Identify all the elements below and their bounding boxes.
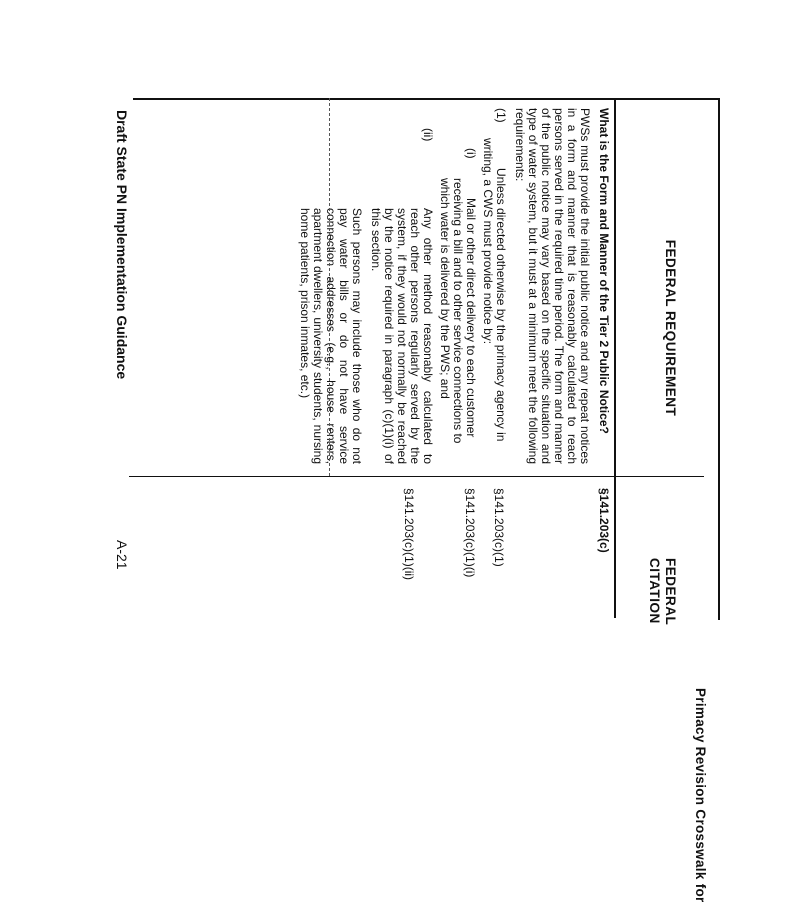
requirement-column [294, 98, 610, 474]
citation-main: §141.203(c) [597, 488, 611, 553]
table-header [614, 98, 712, 903]
column-header-requirement: FEDERAL REQUIREMENT [663, 239, 678, 417]
list-item-text: Mail or other direct delivery to each customer receiving a bill and to other service connections to which water is delivered by the PWS; and [438, 178, 478, 444]
row-divider [329, 98, 330, 476]
page-footer [106, 0, 130, 618]
page-number: A-21 [114, 540, 130, 570]
footer-title: Draft State PN Implementation Guidance [114, 110, 130, 380]
table-title: Primacy Revision Crosswalk for [693, 688, 708, 903]
citation-item-1: §141.203(c)(1) [492, 488, 506, 567]
scanned-page [100, 0, 800, 903]
list-item-1-i [438, 148, 478, 464]
citation-item-1-ii: §141.203(c)(1)(ii) [402, 488, 416, 581]
column-divider [129, 476, 704, 477]
intro-paragraph: PWSs must provide the initial public notice and any repeat notices in a form and manner that is reasonably calculated to reach persons served in the required time period. The form and manner of the public notice may vary based on the specific situation and type of water system, but it must at a minimum meet the following requirements: [513, 108, 592, 464]
citation-item-1-i: §141.203(c)(1)(i) [463, 488, 477, 578]
list-item-text: Unless directed otherwise by the primacy agency in writing, a CWS must provide notice by: [481, 138, 508, 442]
question-heading: What is the Form and Manner of the Tier 2 Public Notice? [597, 108, 611, 434]
list-item-number: (ii) [421, 128, 435, 142]
list-item-number: (1) [494, 108, 508, 123]
list-item-1 [481, 108, 507, 464]
list-item-text: Any other method reasonably calculated to reach other persons regularly served by the system, if they would not normally be reached by the notice required in paragraph (c)(1)(i) of this section. [369, 208, 435, 464]
citation-column [396, 480, 610, 630]
list-item-1-ii [298, 108, 434, 464]
list-item-note: Such persons may include those who do not pay water bills or do not have service connection addresses (e.g., house renters, apartment dwellers, university students, nursing home patients, prison inmates, etc.) [298, 208, 364, 464]
column-header-citation: FEDERAL CITATION [647, 558, 678, 626]
list-item-number: (i) [464, 148, 478, 159]
